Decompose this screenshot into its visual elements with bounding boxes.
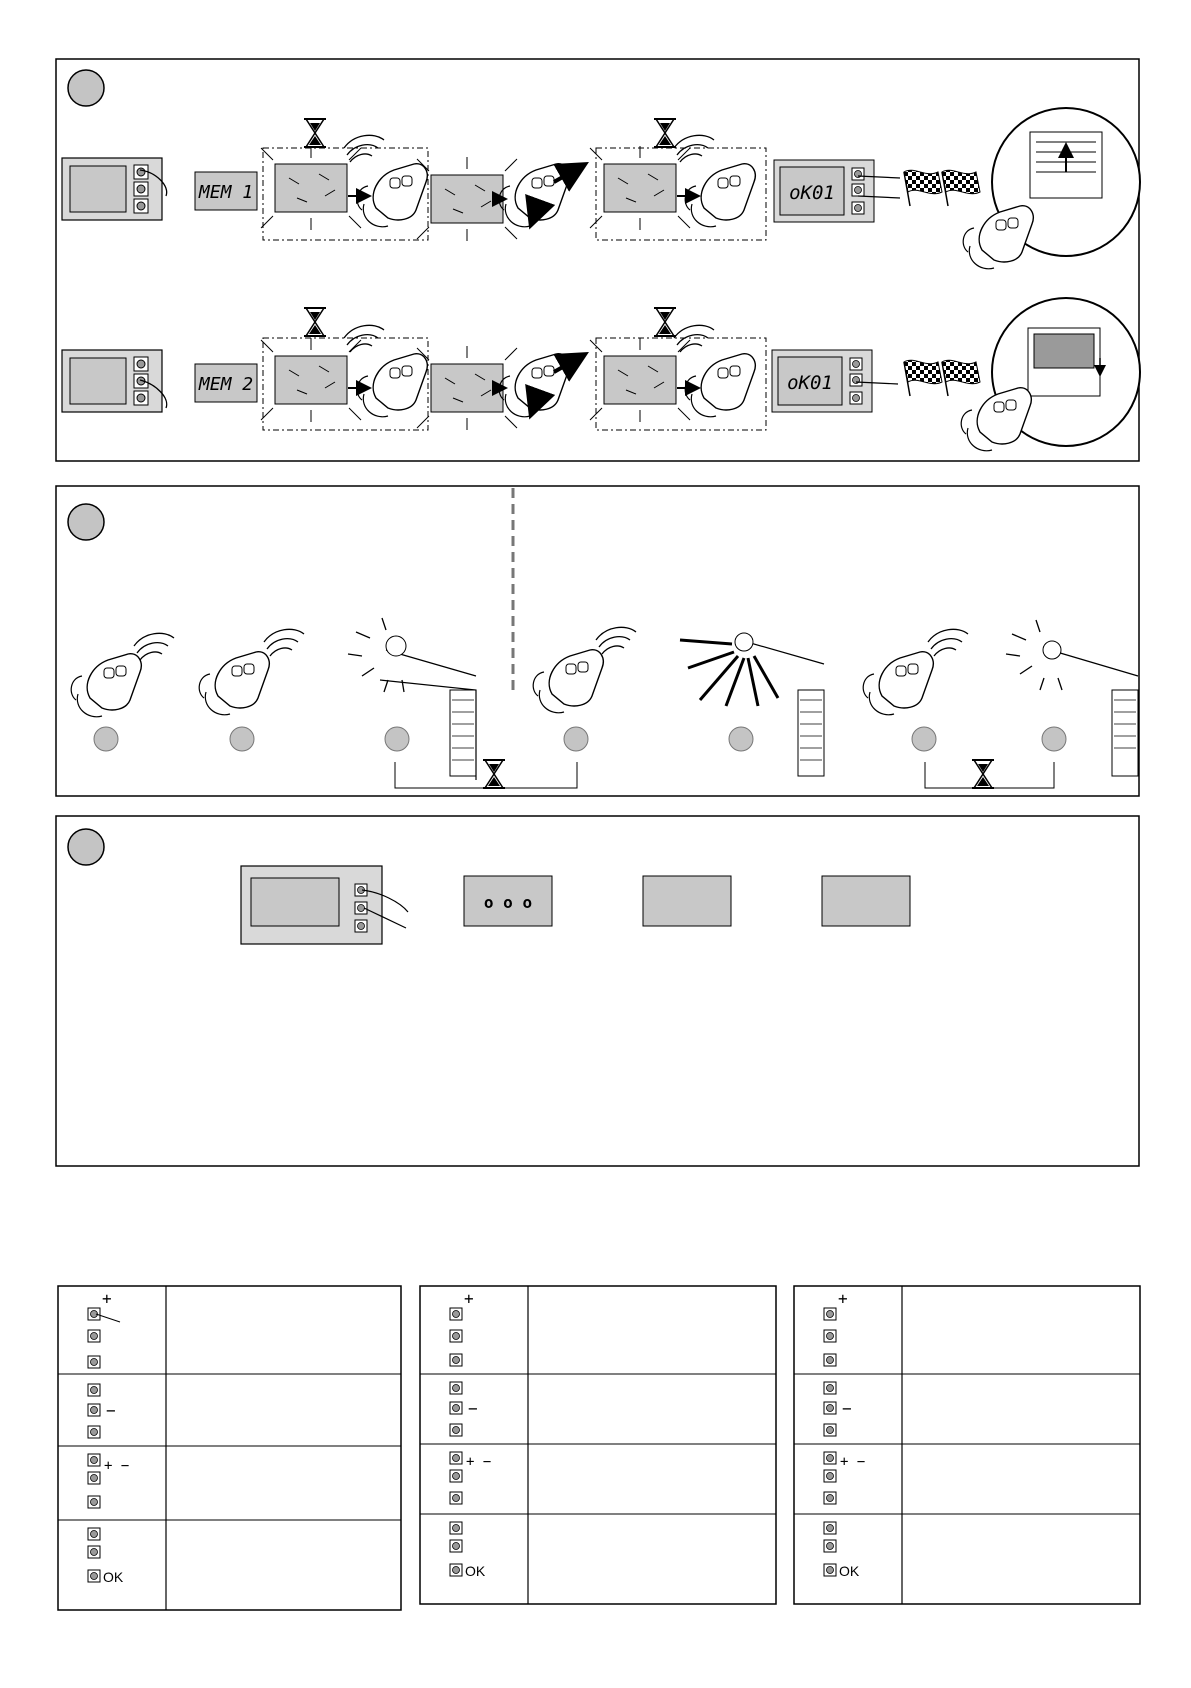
key-ok-icon — [355, 920, 367, 932]
step-marker — [1042, 727, 1066, 751]
panel-3-badge — [68, 829, 104, 865]
panel-3 — [56, 816, 1139, 1166]
key-ok-icon — [450, 1564, 462, 1576]
key-plus-icon — [824, 1382, 836, 1394]
key-minus-icon — [450, 1540, 462, 1552]
key-ok-icon — [88, 1356, 100, 1368]
reset-text: o o o — [483, 893, 533, 912]
key-minus-icon — [450, 1470, 462, 1482]
key-label: − — [842, 1399, 852, 1418]
key-plus-icon — [824, 1522, 836, 1534]
key-minus-icon — [88, 1546, 100, 1558]
key-plus-icon — [824, 1452, 836, 1464]
control-unit-icon — [62, 158, 162, 220]
key-plus-icon — [88, 1454, 100, 1466]
key-ok-icon — [88, 1496, 100, 1508]
step-marker — [564, 727, 588, 751]
door-panel-icon — [1034, 334, 1094, 368]
display-blank — [251, 878, 339, 926]
key-label: + — [838, 1289, 848, 1308]
panel-3-frame — [56, 816, 1139, 1166]
panel-2-badge — [68, 504, 104, 540]
mem1-text: MEM 1 — [198, 182, 254, 203]
key-minus-icon — [824, 1540, 836, 1552]
key-plus-icon — [850, 358, 862, 370]
panel-1 — [56, 59, 1140, 461]
key-minus-icon — [852, 184, 864, 196]
key-minus-icon — [824, 1330, 836, 1342]
key-plus-icon — [450, 1382, 462, 1394]
step-marker — [94, 727, 118, 751]
key-table-3 — [794, 1286, 1140, 1604]
ok-text: oK01 — [789, 182, 835, 204]
key-ok-icon — [450, 1492, 462, 1504]
panel-1-badge — [68, 70, 104, 106]
key-label: − — [106, 1401, 116, 1420]
key-plus-icon — [88, 1384, 100, 1396]
panel-2 — [56, 486, 1139, 796]
key-ok-icon — [88, 1570, 100, 1582]
key-ok-icon — [850, 392, 862, 404]
control-unit-icon — [62, 350, 162, 412]
key-label: − — [468, 1399, 478, 1418]
key-label: OK — [465, 1563, 486, 1579]
key-label: + − — [466, 1454, 492, 1470]
display-blank — [822, 876, 910, 926]
key-ok-icon — [450, 1354, 462, 1366]
step-marker — [912, 727, 936, 751]
key-table-1 — [58, 1286, 401, 1610]
key-label: + — [464, 1289, 474, 1308]
step-marker — [230, 727, 254, 751]
key-ok-icon — [88, 1426, 100, 1438]
panel-2-frame — [56, 486, 1139, 796]
key-minus-icon — [88, 1404, 100, 1416]
key-plus-icon — [450, 1452, 462, 1464]
key-plus-icon — [824, 1308, 836, 1320]
key-minus-icon — [824, 1470, 836, 1482]
key-plus-icon — [852, 168, 864, 180]
key-minus-icon — [850, 374, 862, 386]
key-label: + − — [840, 1454, 866, 1470]
key-ok-icon — [824, 1564, 836, 1576]
key-minus-icon — [824, 1402, 836, 1414]
key-minus-icon — [450, 1402, 462, 1414]
key-minus-icon — [88, 1330, 100, 1342]
key-ok-icon — [824, 1354, 836, 1366]
ok-text: oK01 — [787, 372, 833, 394]
key-minus-icon — [88, 1472, 100, 1484]
key-plus-icon — [450, 1522, 462, 1534]
key-ok-icon — [824, 1424, 836, 1436]
display-blank — [643, 876, 731, 926]
key-plus-icon — [450, 1308, 462, 1320]
key-label: + — [102, 1289, 112, 1308]
key-label: + − — [104, 1458, 130, 1474]
key-ok-icon — [450, 1424, 462, 1436]
key-plus-icon — [88, 1528, 100, 1540]
key-plus-icon — [88, 1308, 100, 1320]
key-minus-icon — [450, 1330, 462, 1342]
key-table-2 — [420, 1286, 776, 1604]
key-ok-icon — [824, 1492, 836, 1504]
key-label: OK — [839, 1563, 860, 1579]
step-marker — [385, 727, 409, 751]
key-ok-icon — [852, 202, 864, 214]
mem2-text: MEM 2 — [198, 374, 254, 395]
step-marker — [729, 727, 753, 751]
key-label: OK — [103, 1569, 124, 1585]
